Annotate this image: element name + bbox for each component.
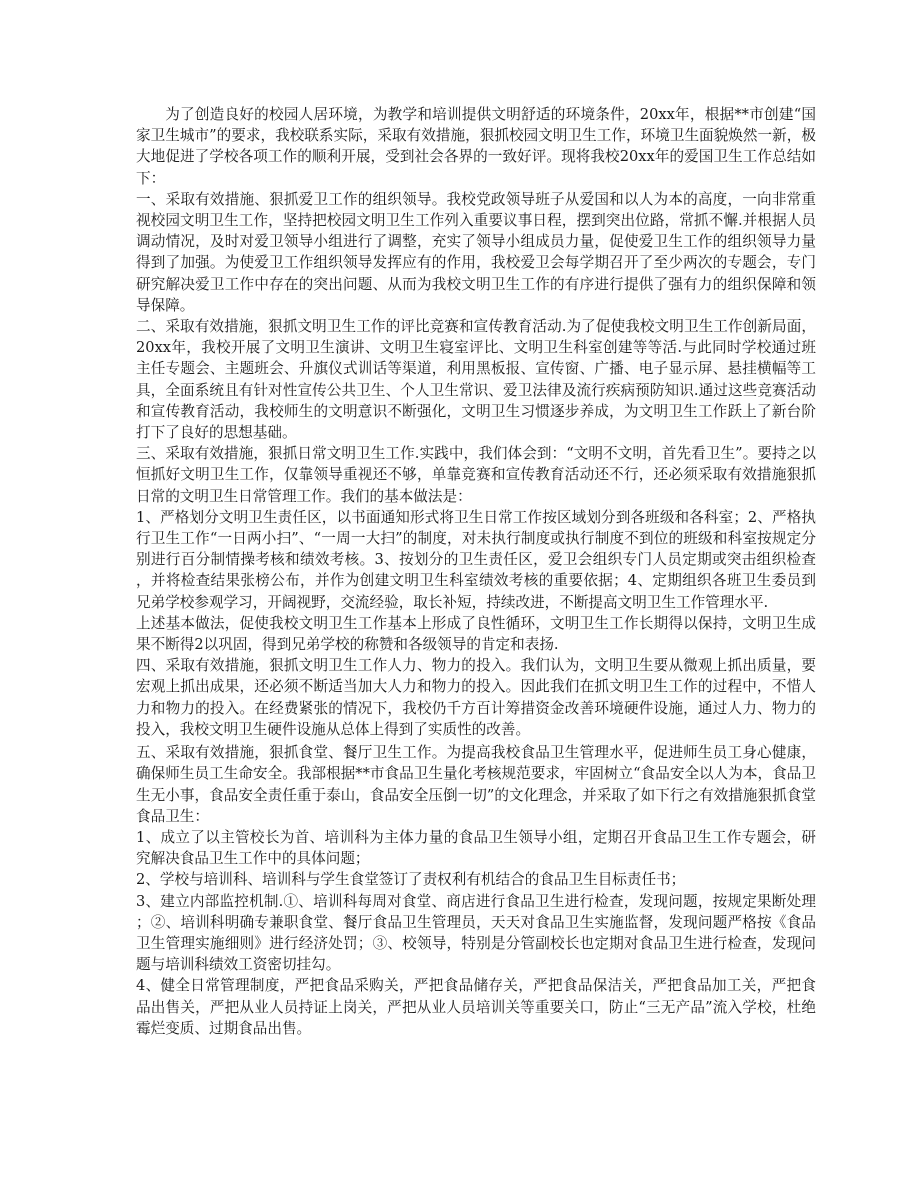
section-4-paragraph: 四、采取有效措施，狠抓文明卫生工作人力、物力的投入。我们认为，文明卫生要从微观上抓出质量，要宏观上抓出成果，还必须不断适当加大人力和物力的投入。因此我们在抓文明卫生工作的过程中，不惜人力和物力的投入。在经费紧张的情况下，我校仍千方百计筹措资金改善环境硬件设施，通过人力、物力的投入，我校文明卫生硬件设施从总体上得到了实质性的改善。 <box>136 657 816 738</box>
document-body <box>136 104 816 1039</box>
section-5-item-1: 1、成立了以主管校长为首、培训科为主体力量的食品卫生领导小组，定期召开食品卫生工作专题会，研究解决食品卫生工作中的具体问题； <box>136 828 816 868</box>
section-5-item-4: 4、健全日常管理制度，严把食品采购关，严把食品储存关，严把食品保洁关，严把食品加工关，严把食品出售关，严把从业人员持证上岗关，严把从业人员培训关等重要关口，防止“三无产品”流入学校，杜绝霉烂变质、过期食品出售。 <box>136 977 816 1037</box>
section-1-paragraph: 一、采取有效措施、狠抓爱卫工作的组织领导。我校党政领导班子从爱国和以人为本的高度，一向非常重视校园文明卫生工作，坚持把校园文明卫生工作列入重要议事日程，摆到突出位路，常抓不懈.并根据人员调动情况，及时对爱卫领导小组进行了调整，充实了领导小组成员力量，促使爱卫生工作的组织领导力量得到了加强。为使爱卫工作组织领导发挥应有的作用，我校爱卫会每学期召开了至少两次的专题会，专门研究解决爱卫工作中存在的突出问题、从而为我校文明卫生工作的有序进行提供了强有力的组织保障和领导保障。 <box>136 190 816 314</box>
section-3-practices-paragraph: 1、严格划分文明卫生责任区，以书面通知形式将卫生日常工作按区域划分到各班级和各科室；2、严格执行卫生工作“一日两小扫”、“一周一大扫”的制度，对未执行制度或执行制度不到位的班级和科室按规定分别进行百分制情操考核和绩效考核。3、按划分的卫生责任区，爱卫会组织专门人员定期或突击组织检查，并将检查结果张榜公布，并作为创建文明卫生科室绩效考核的重要依据；4、定期组织各班卫生委员到兄弟学校参观学习，开阔视野，交流经验，取长补短，持续改进，不断提高文明卫生工作管理水平. <box>136 508 816 611</box>
section-3-summary-paragraph: 上述基本做法，促使我校文明卫生工作基本上形成了良性循环，文明卫生工作长期得以保持，文明卫生成果不断得2以巩固，得到兄弟学校的称赞和各级领导的肯定和表扬. <box>136 614 816 654</box>
section-3-paragraph: 三、采取有效措施，狠抓日常文明卫生工作.实践中，我们体会到：“文明不文明，首先看卫生”。要持之以恒抓好文明卫生工作，仅靠领导重视还不够，单靠竞赛和宣传教育活动还不行，还必须采取有效措施狠抓日常的文明卫生日常管理工作。我们的基本做法是： <box>136 445 816 505</box>
section-5-item-2: 2、学校与培训科、培训科与学生食堂签订了责权利有机结合的食品卫生目标责任书； <box>136 871 686 889</box>
section-5-item-3: 3、建立内部监控机制.①、培训科每周对食堂、商店进行食品卫生进行检查，发现问题，按规定果断处理；②、培训科明确专兼职食堂、餐厅食品卫生管理员，天天对食品卫生实施监督，发现问题严格按《食品卫生管理实施细则》进行经济处罚；③、校领导，特别是分管副校长也定期对食品卫生进行检查，发现问题与培训科绩效工资密切挂勾。 <box>136 892 816 974</box>
section-2-paragraph: 二、采取有效措施，狠抓文明卫生工作的评比竞赛和宣传教育活动.为了促使我校文明卫生工作创新局面，20xx年，我校开展了文明卫生演讲、文明卫生寝室评比、文明卫生科室创建等等活.与此同时学校通过班主任专题会、主题班会、升旗仪式训话等渠道，利用黑板报、宣传窗、广播、电子显示屏、悬挂横幅等工具，全面系统且有针对性宣传公共卫生、个人卫生常识、爱卫法律及流行疾病预防知识.通过这些竞赛活动和宣传教育活动，我校师生的文明意识不断强化，文明卫生习惯逐步养成，为文明卫生工作跃上了新台阶打下了良好的思想基础。 <box>136 318 816 442</box>
section-5-paragraph: 五、采取有效措施，狠抓食堂、餐厅卫生工作。为提高我校食品卫生管理水平，促进师生员工身心健康，确保师生员工生命安全。我部根据**市食品卫生量化考核规范要求，牢固树立“食品安全以人为本，食品卫生无小事，食品安全责任重于泰山，食品安全压倒一切”的文化理念，并采取了如下行之有效措施狠抓食堂食品卫生： <box>136 744 816 825</box>
intro-paragraph: 为了创造良好的校园人居环境，为教学和培训提供文明舒适的环境条件，20xx年，根据**市创建“国家卫生城市”的要求，我校联系实际，采取有效措施，狠抓校园文明卫生工作，环境卫生面貌焕然一新，极大地促进了学校各项工作的顺利开展，受到社会各界的一致好评。现将我校20xx年的爱国卫生工作总结如下： <box>136 106 816 187</box>
